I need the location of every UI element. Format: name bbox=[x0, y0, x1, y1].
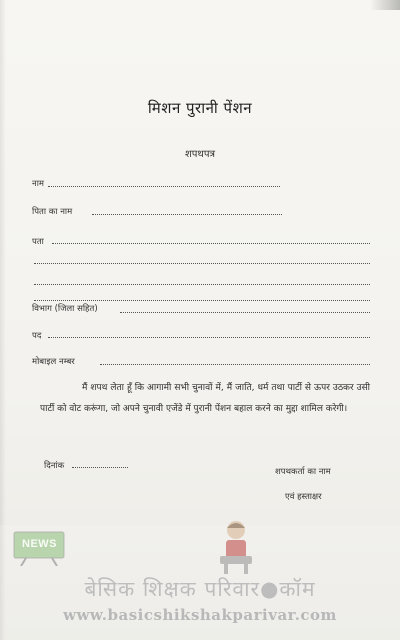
field-label-department: विभाग (जिला सहित) bbox=[32, 304, 98, 314]
field-line-post bbox=[48, 337, 370, 338]
date-label: दिनांक bbox=[44, 461, 65, 471]
document-subtitle: शपथपत्र bbox=[184, 149, 216, 160]
field-line-address-2 bbox=[34, 263, 370, 264]
teacher-mascot-icon bbox=[216, 518, 256, 574]
field-label-post: पद bbox=[32, 331, 42, 341]
field-label-address: पता bbox=[32, 237, 44, 247]
field-line-address-1 bbox=[52, 243, 370, 244]
news-badge: NEWS bbox=[22, 538, 57, 550]
watermark-brand-hindi: बेसिक शिक्षक परिवार●कॉम bbox=[84, 577, 316, 601]
signature-name-label: शपथकर्ता का नाम bbox=[275, 467, 331, 477]
declaration-paragraph: मैं शपथ लेता हूँ कि आगामी सभी चुनावों में, मैं जाति, धर्म तथा पार्टी से ऊपर उठकर उसी पार्टी को वोट करूंगा, जो अपने चुनावी एजेंडे में पुरानी पेंशन बहाल करने का मुद्दा शामिल करेगी। bbox=[40, 383, 370, 414]
date-line bbox=[72, 467, 128, 468]
page-corner-shadow bbox=[370, 0, 400, 10]
field-line-address-3 bbox=[34, 284, 370, 285]
field-line-mobile bbox=[100, 364, 370, 365]
watermark-url: www.basicshikshakparivar.com bbox=[63, 606, 337, 624]
field-line-father-name bbox=[92, 214, 282, 215]
signature-label: एवं हस्ताक्षर bbox=[285, 492, 322, 502]
field-label-name: नाम bbox=[32, 179, 45, 189]
field-line-department bbox=[120, 312, 370, 313]
document-title: मिशन पुरानी पेंशन bbox=[147, 99, 253, 117]
field-line-name bbox=[48, 186, 280, 187]
field-line-department-top bbox=[34, 300, 370, 301]
field-label-mobile: मोबाइल नम्बर bbox=[32, 357, 75, 367]
field-label-father-name: पिता का नाम bbox=[32, 207, 73, 217]
